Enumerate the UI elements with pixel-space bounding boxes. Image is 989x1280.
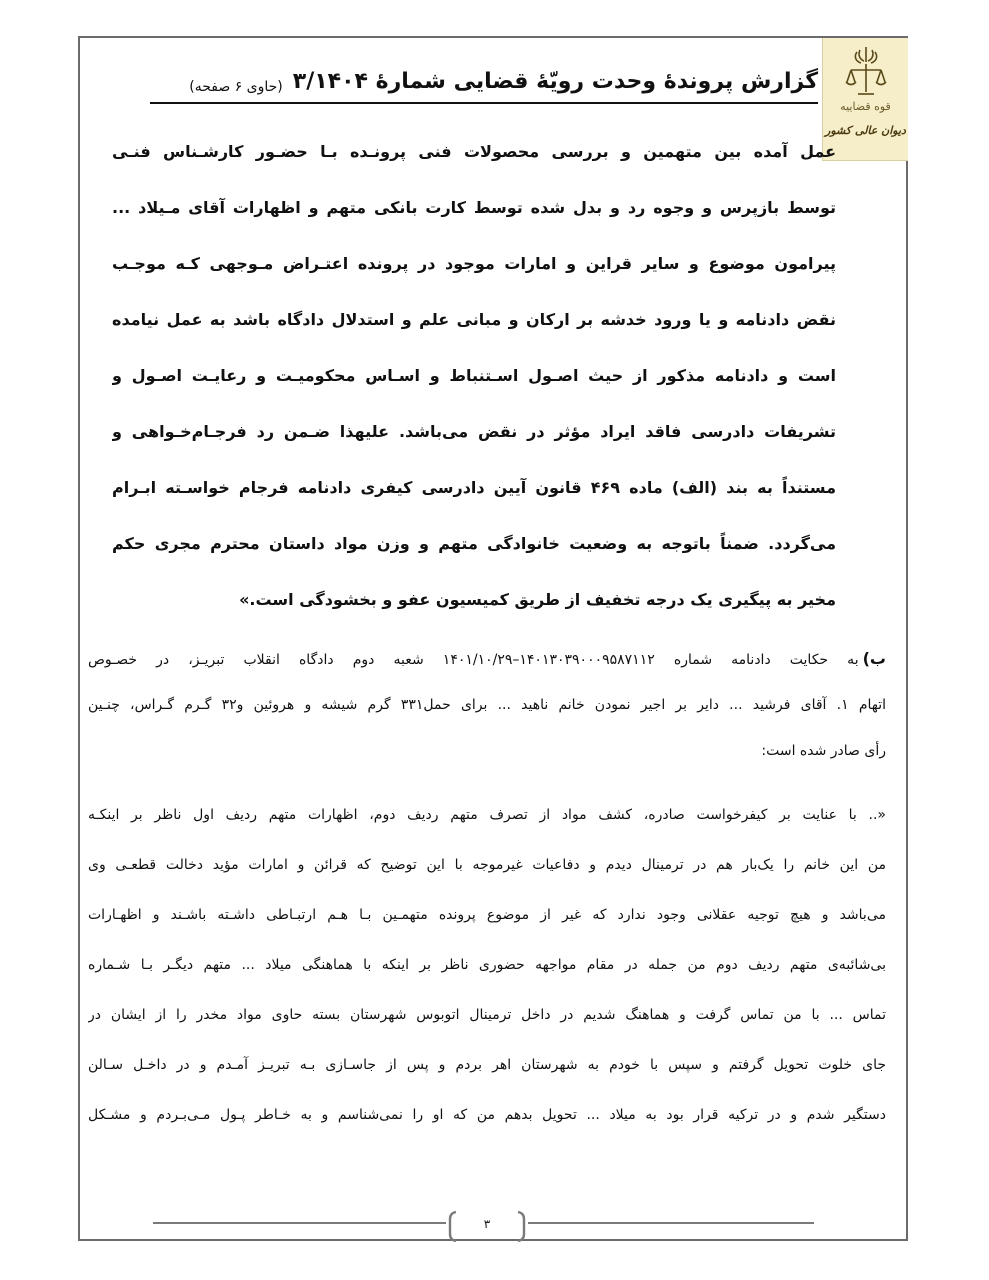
quote-line: من این خانم را یک‌بار هم در ترمینال دیدم و دفاعیات غیرموجه با این توضیح که قرائن و امارات مؤید دخالت قطعـی وی: [88, 857, 886, 873]
bold-quote-block: [112, 124, 836, 628]
quote-b-block: [88, 790, 886, 1140]
text-line: توسط بازپرس و وجوه رد و بدل شده توسط کارت بانکی متهم و اظهارات آقای مـیلاد ...: [112, 198, 836, 217]
footer-rule-left: [153, 1222, 446, 1224]
section-text: به حکایت دادنامه شماره ۱۴۰۱۳۰۳۹۰۰۰۹۵۸۷۱۱۲–۱۴۰۱/۱۰/۲۹ شعبه دوم دادگاه انقلاب تبریـز، در خصـوص: [88, 652, 859, 668]
section-b-line: اتهام ۱. آقای فرشید ... دایر بر اجیر نمودن خانم ناهید ... برای حمل۳۳۱ گرم شیشه و هروئین و۳۲ گـرم گـراس، چنـین: [88, 697, 886, 713]
iran-emblem-scales-icon: [845, 44, 887, 100]
page-number: ۳: [483, 1217, 491, 1231]
footer-rule-right: [528, 1222, 814, 1224]
quote-line: دستگیر شدم و در ترکیه قرار بود به میلاد ... تحویل بدهم من که او را نمی‌شناسم و به خـاطر پـول مـی‌بـردم و مشـکل: [88, 1107, 886, 1123]
logo-text-judiciary: قوه قضاییه: [840, 100, 891, 113]
quote-line: جای خلوت تحویل گرفتم و سپس با خودم به شهرستان اهر بردم و پس از جاسـازی بـه تبریـز آمـدم و در داخـل سـالن: [88, 1057, 886, 1073]
text-line: مستنداً به بند (الف) ماده ۴۶۹ قانون آیین دادرسی کیفری دادنامه فرجام خواسـته ابـرام: [112, 478, 836, 497]
quote-line: تماس ... با من تماس گرفت و هماهنگ شدیم در داخل ترمینال اتوبوس شهرستان بسته حاوی مواد مخدر را از ایشان در: [88, 1007, 886, 1023]
text-line: مخیر به پیگیری یک درجه تخفیف از طریق کمیسیون عفو و بخشودگی است.»: [239, 590, 836, 609]
text-line: است و دادنامه مذکور از حیث اصـول اسـتنباط و اسـاس محکومیـت و رعایـت اصـول و: [112, 366, 836, 385]
quote-line: بی‌شائبه‌ی متهم ردیف دوم من جمله در مقام مواجهه حضوری ناظر بر اینکه با هماهنگی میلاد ... متهم دیگـر بـا شـماره: [88, 957, 886, 973]
section-b-line: رأی صادر شده است:: [761, 743, 886, 759]
text-line: تشریفات دادرسی فاقد ایراد مؤثر در نقض می‌باشد. علیهذا ضـمن رد فرجـام‌خـواهی و: [112, 422, 836, 441]
section-marker: ب): [862, 649, 886, 668]
section-b-block: [88, 636, 886, 774]
document-header: [150, 60, 818, 104]
text-line: می‌گردد. ضمناً باتوجه به وضعیت خانوادگی متهم و وزن مواد داستان محترم مجری حکم: [112, 534, 836, 553]
quote-line: می‌باشد و هیچ توجیه عقلانی وجود ندارد که غیر از موضوع پرونده متهمـین بـا هـم ارتبـاطی داشـته باشـند و اظهـارات: [88, 907, 886, 923]
quote-line: «.. با عنایت بر کیفرخواست صادره، کشف مواد از تصرف متهم ردیف دوم، اظهارات متهم ردیف اول ناظر بر اینکـه: [88, 807, 886, 823]
page-count-note: (حاوی ۶ صفحه): [189, 79, 283, 95]
text-line: نقض دادنامه و یا ورود خدشه بر ارکان و مبانی علم و استدلال دادگاه باشد به عمل نیامده: [112, 310, 836, 329]
section-b-line: [88, 636, 886, 682]
text-line: عمل آمده بین متهمین و بررسی محصولات فنی پرونـده بـا حضـور کارشـناس فنـی: [112, 142, 836, 161]
logo-text-supreme-court: دیوان عالی کشور: [825, 124, 906, 137]
page-title: گزارش پروندۀ وحدت رویّۀ قضایی شمارۀ ۳/۱۴۰۴: [292, 69, 818, 94]
text-line: پیرامون موضوع و سایر قراین و امارات موجود در پرونده اعتـراض مـوجهی کـه موجـب: [112, 254, 836, 273]
